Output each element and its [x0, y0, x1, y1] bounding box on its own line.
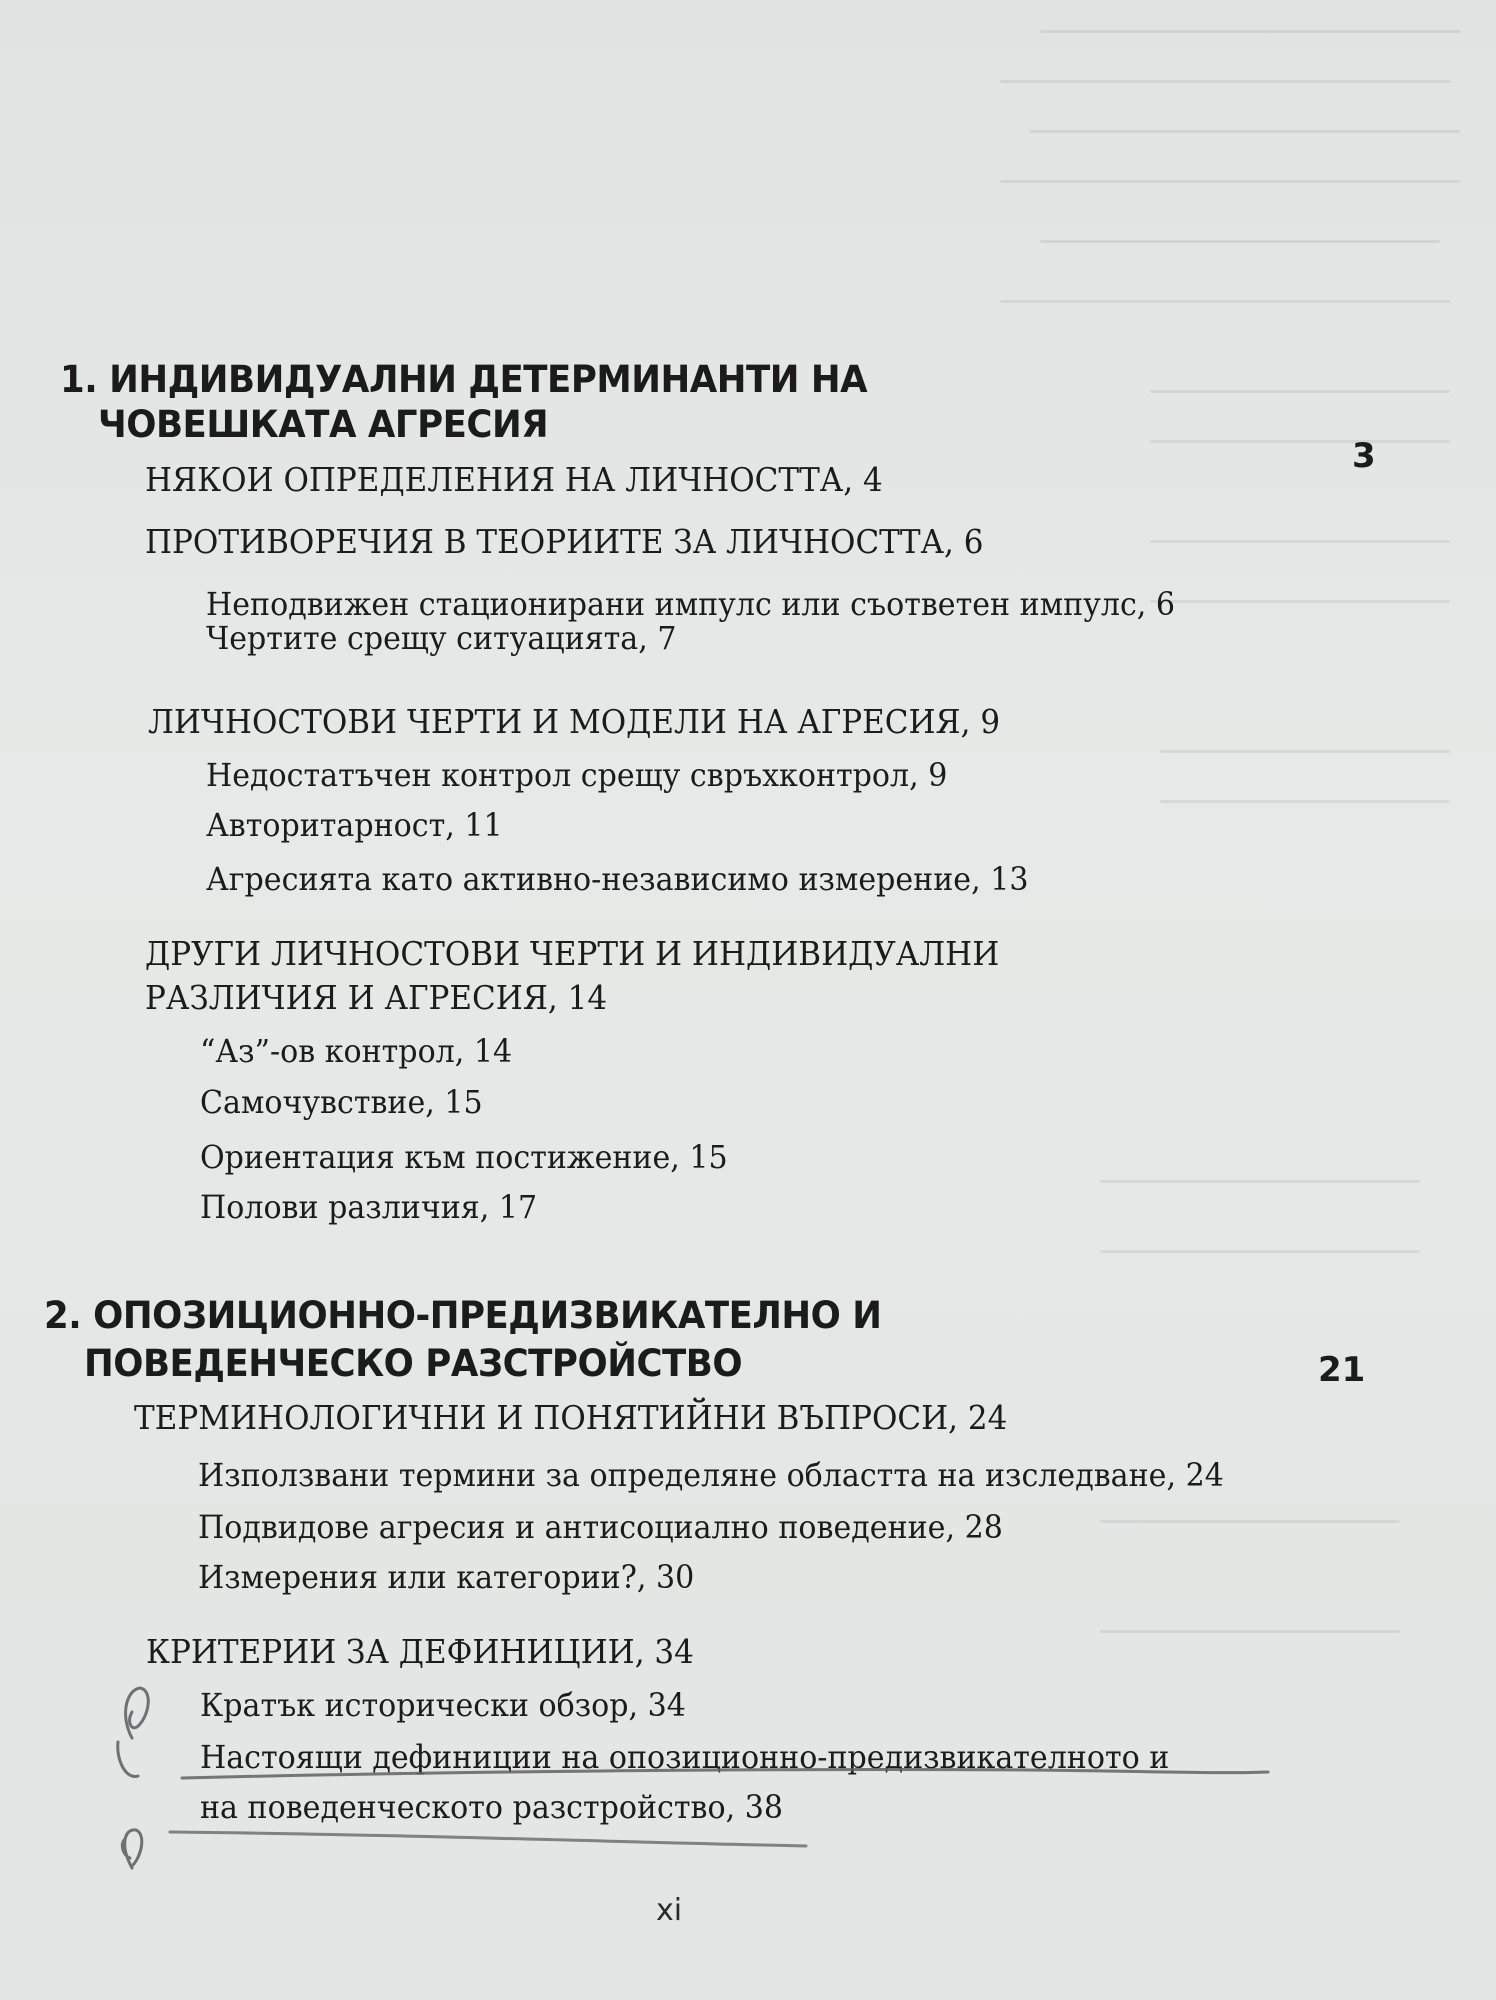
section-title-line-2: РАЗЛИЧИЯ И АГРЕСИЯ, 14	[145, 978, 608, 1017]
section-title-line-1: ДРУГИ ЛИЧНОСТОВИ ЧЕРТИ И ИНДИВИДУАЛНИ	[145, 934, 1000, 973]
pencil-underline	[182, 1769, 1268, 1778]
section-title: НЯКОИ ОПРЕДЕЛЕНИЯ НА ЛИЧНОСТТА, 4	[145, 460, 883, 499]
subsection-item: Подвидове агресия и антисоциално поведение, 28	[198, 1508, 1003, 1546]
subsection-item: “Аз”-ов контрол, 14	[200, 1032, 513, 1070]
section-title: ТЕРМИНОЛОГИЧНИ И ПОНЯТИЙНИ ВЪПРОСИ, 24	[134, 1398, 1008, 1437]
subsection-item: Чертите срещу ситуацията, 7	[206, 619, 677, 657]
subsection-item: на поведенческото разстройство, 38	[200, 1788, 783, 1826]
section-title: ПРОТИВОРЕЧИЯ В ТЕОРИИТЕ ЗА ЛИЧНОСТТА, 6	[145, 522, 984, 561]
subsection-item: Измерения или категории?, 30	[198, 1558, 695, 1596]
pencil-underline	[170, 1832, 806, 1846]
page-folio: xi	[656, 1893, 683, 1928]
section-title: КРИТЕРИИ ЗА ДЕФИНИЦИИ, 34	[146, 1632, 694, 1671]
subsection-item: Недостатъчен контрол срещу свръхконтрол, 9	[206, 756, 948, 794]
chapter-1-title-line-2: ЧОВЕШКАТА АГРЕСИЯ	[98, 403, 549, 446]
subsection-item: Авторитарност, 11	[206, 806, 503, 844]
subsection-item: Кратък исторически обзор, 34	[200, 1686, 686, 1724]
subsection-item: Агресията като активно-независимо измерение, 13	[206, 860, 1029, 898]
subsection-item: Самочувствие, 15	[200, 1083, 483, 1121]
chapter-2-title-line-1: 2. ОПОЗИЦИОННО-ПРЕДИЗВИКАТЕЛНО И	[44, 1294, 882, 1337]
subsection-item: Ориентация към постижение, 15	[200, 1138, 728, 1176]
section-title: ЛИЧНОСТОВИ ЧЕРТИ И МОДЕЛИ НА АГРЕСИЯ, 9	[148, 702, 1001, 741]
chapter-2-page-number: 21	[1318, 1350, 1366, 1390]
chapter-2-title-line-2: ПОВЕДЕНЧЕСКО РАЗСТРОЙСТВО	[84, 1342, 743, 1385]
subsection-item: Използвани термини за определяне областта на изследване, 24	[198, 1456, 1224, 1494]
subsection-item: Неподвижен стационирани импулс или съответен импулс, 6	[206, 585, 1176, 623]
pencil-circle-mark	[122, 1830, 141, 1868]
pencil-circle-mark	[118, 1688, 149, 1777]
chapter-1-title-line-1: 1. ИНДИВИДУАЛНИ ДЕТЕРМИНАНТИ НА	[60, 358, 868, 401]
subsection-item: Настоящи дефиниции на опозиционно-предизвикателното и	[200, 1738, 1170, 1776]
chapter-1-page-number: 3	[1352, 436, 1376, 476]
subsection-item: Полови различия, 17	[200, 1188, 538, 1226]
